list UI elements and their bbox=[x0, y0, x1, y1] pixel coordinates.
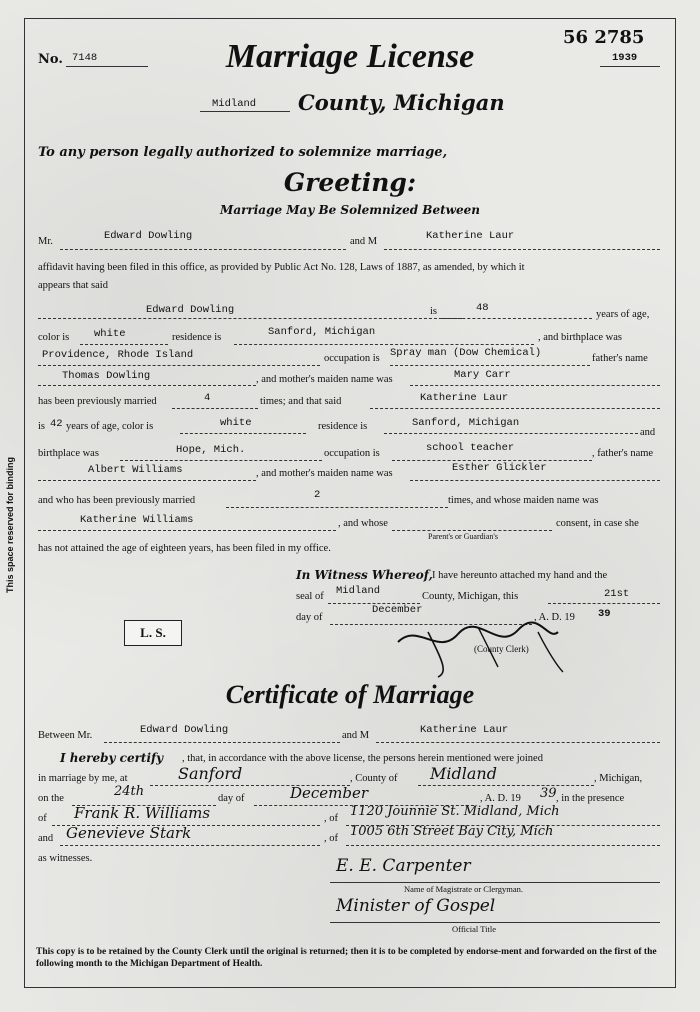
presence-label: , in the presence bbox=[556, 793, 625, 804]
witness-1-name: Frank R. Williams bbox=[74, 804, 211, 822]
official-title-value: Minister of Gospel bbox=[336, 896, 496, 916]
witness-day: 21st bbox=[604, 588, 630, 600]
of-label: of bbox=[38, 813, 47, 824]
is-label-2: is bbox=[38, 421, 46, 432]
county-clerk-label: (County Clerk) bbox=[474, 644, 529, 654]
bride-maiden-name: Katherine Williams bbox=[80, 514, 194, 526]
groom-occupation: Spray man (Dow Chemical) bbox=[390, 347, 542, 359]
mothers-maiden-label-2: , and mother's maiden name was bbox=[256, 468, 393, 479]
years-of-age-label: years of age, bbox=[596, 309, 650, 320]
certify-text: , that, in accordance with the above license, the persons herein mentioned were joined bbox=[182, 753, 543, 764]
cert-ad-label: , A. D. 19 bbox=[480, 793, 521, 804]
bride-residence: Sanford, Michigan bbox=[412, 417, 520, 429]
document-title: Marriage License bbox=[225, 38, 475, 75]
bride-name: Katherine Laur bbox=[426, 230, 515, 242]
groom-name-2: Edward Dowling bbox=[146, 304, 235, 316]
occupation-is-label-2: occupation is bbox=[324, 448, 380, 459]
on-the-label: on the bbox=[38, 793, 64, 804]
fathers-name-label-2: , father's name bbox=[592, 448, 654, 459]
bride-occupation: school teacher bbox=[426, 442, 515, 454]
consent-label: consent, in case she bbox=[556, 518, 639, 529]
county-value: Midland bbox=[212, 98, 257, 110]
cert-day: 24th bbox=[114, 784, 145, 799]
groom-mother: Mary Carr bbox=[454, 369, 511, 381]
in-marriage-label: in marriage by me, at bbox=[38, 773, 128, 784]
occupation-is-label: occupation is bbox=[324, 353, 380, 364]
cert-place: Sanford bbox=[178, 764, 243, 783]
cert-county: Midland bbox=[430, 764, 497, 783]
and-label-2: and bbox=[38, 833, 54, 844]
officiant-name: E. E. Carpenter bbox=[336, 856, 471, 876]
groom-prev-married: 4 bbox=[204, 392, 211, 404]
ls-box: L. S. bbox=[124, 620, 182, 646]
affidavit-line-2: appears that said bbox=[38, 280, 108, 291]
residence-is-label-2: residence is bbox=[318, 421, 368, 432]
ad-label: , A. D. 19 bbox=[534, 612, 575, 623]
cert-year: 39 bbox=[540, 786, 557, 801]
birthplace-was-label: , and birthplace was bbox=[538, 332, 622, 343]
witness-1-of-label: , of bbox=[324, 813, 338, 824]
groom-residence: Sanford, Michigan bbox=[268, 326, 376, 338]
greeting: Greeting: bbox=[283, 168, 417, 197]
times-and-said-label: times; and that said bbox=[260, 396, 342, 407]
official-title-label: Official Title bbox=[452, 924, 496, 934]
times-maiden-label: times, and whose maiden name was bbox=[448, 495, 599, 506]
cert-bride: Katherine Laur bbox=[420, 724, 509, 736]
years-color-label: years of age, color is bbox=[66, 421, 154, 432]
bride-birthplace: Hope, Mich. bbox=[176, 444, 246, 456]
witness-year: 39 bbox=[598, 608, 611, 620]
file-number: 56 2785 bbox=[563, 27, 645, 48]
mr-label: Mr. bbox=[38, 236, 53, 247]
county-mich-label: County, Michigan, this bbox=[422, 591, 519, 602]
color-is-label: color is bbox=[38, 332, 70, 343]
certify-lead: I hereby certify bbox=[60, 751, 164, 765]
address-line: To any person legally authorized to solemnize marriage, bbox=[38, 145, 448, 160]
footer-note: This copy is to be retained by the County Clerk until the original is returned; then it is to be completed by endorse-ment and forwarded on the first of the following month to the Michigan Department of Health. bbox=[36, 947, 657, 969]
witness-2-of-label: , of bbox=[324, 833, 338, 844]
bride-name-2: Katherine Laur bbox=[420, 392, 509, 404]
day-of-label: day of bbox=[296, 612, 323, 623]
and-whose-label: , and whose bbox=[338, 518, 388, 529]
license-no-label: No. bbox=[38, 52, 63, 67]
groom-father: Thomas Dowling bbox=[62, 370, 151, 382]
prev-married-label: has been previously married bbox=[38, 396, 157, 407]
witness-text-1: I have hereunto attached my hand and the bbox=[432, 570, 608, 581]
bride-age: 42 bbox=[50, 418, 63, 430]
mothers-maiden-label: , and mother's maiden name was bbox=[256, 374, 393, 385]
witness-month: December bbox=[372, 604, 423, 616]
prev-married-label-2: and who has been previously married bbox=[38, 495, 196, 506]
is-label: is bbox=[430, 306, 438, 317]
affidavit-line-1: affidavit having been filed in this office, as provided by Public Act No. 128, Laws of 1887, as amended, by which it bbox=[38, 262, 525, 273]
certificate-title: Certificate of Marriage bbox=[225, 680, 475, 709]
license-no-value: 7148 bbox=[72, 52, 98, 64]
bride-father: Albert Williams bbox=[88, 464, 183, 476]
groom-name: Edward Dowling bbox=[104, 230, 193, 242]
groom-color: white bbox=[94, 328, 126, 340]
bride-prev-married: 2 bbox=[314, 489, 321, 501]
parent-guardian-label: Parent's or Guardian's bbox=[428, 532, 498, 541]
michigan-label: , Michigan, bbox=[594, 773, 643, 784]
not-attained-label: has not attained the age of eighteen years, has been filed in my office. bbox=[38, 543, 331, 554]
as-witnesses-label: as witnesses. bbox=[38, 853, 93, 864]
bride-mother: Esther Glickler bbox=[452, 462, 547, 474]
binding-note: This space reserved for binding bbox=[5, 456, 16, 594]
groom-age: 48 bbox=[476, 302, 489, 314]
and-m-label: and M bbox=[350, 236, 378, 247]
county-of-label: , County of bbox=[350, 773, 398, 784]
witness-2-address: 1005 6th Street Bay City, Mich bbox=[350, 824, 554, 839]
cert-day-of-label: day of bbox=[218, 793, 245, 804]
birthplace-was-label-2: birthplace was bbox=[38, 448, 99, 459]
and-label: and bbox=[640, 427, 656, 438]
county-label: County, Michigan bbox=[298, 90, 505, 115]
witness-2-name: Genevieve Stark bbox=[66, 824, 192, 842]
seal-of-label: seal of bbox=[296, 591, 324, 602]
bride-color: white bbox=[220, 417, 252, 429]
witness-county: Midland bbox=[336, 585, 381, 597]
cert-month: December bbox=[290, 784, 369, 802]
officiant-label: Name of Magistrate or Clergyman. bbox=[404, 884, 524, 894]
fathers-name-label: father's name bbox=[592, 353, 648, 364]
cert-groom: Edward Dowling bbox=[140, 724, 229, 736]
witness-1-address: 1120 Jounnie St. Midland, Mich bbox=[350, 804, 560, 819]
witness-whereof-lead: In Witness Whereof, bbox=[296, 568, 433, 582]
residence-is-label: residence is bbox=[172, 332, 222, 343]
cert-and-m-label: and M bbox=[342, 730, 370, 741]
may-be-solemnized: Marriage May Be Solemnized Between bbox=[220, 203, 480, 217]
between-mr-label: Between Mr. bbox=[38, 730, 93, 741]
year-value: 1939 bbox=[612, 52, 638, 64]
groom-birthplace: Providence, Rhode Island bbox=[42, 349, 194, 361]
